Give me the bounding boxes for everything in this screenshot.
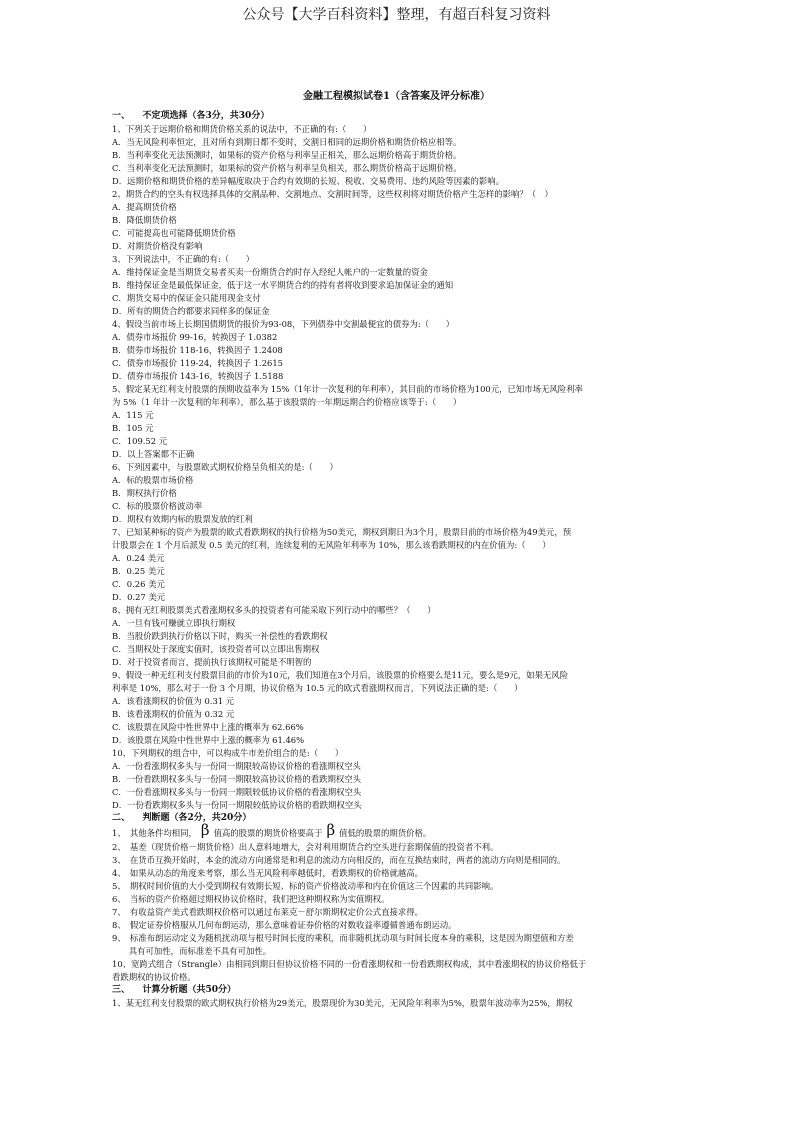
question-line: A．当无风险利率恒定，且对所有到期日都不变时，交割日相同的远期价格和期货价格应相等。 — [112, 137, 462, 147]
question-line: B．债券市场报价 118-16，转换因子 1.2408 — [112, 345, 283, 355]
question-line: 利率是 10%，那么对于一份 3 个月期，协议价格为 10.5 元的欧式看涨期权而言，下列说法正确的是:（ ） — [112, 683, 523, 693]
question-line: A．该看涨期权的价值为 0.31 元 — [112, 696, 235, 706]
question-line: C．标的股票价格波动率 — [112, 501, 203, 511]
question-line: D．债券市场报价 143-16，转换因子 1.5188 — [112, 371, 284, 381]
page-title: 金融工程模拟试卷1（含答案及评分标准） — [303, 91, 490, 102]
question-line: B．降低期货价格 — [112, 215, 177, 225]
calc-line: 1、某无红利支付股票的欧式期权执行价格为29美元，股票现价为30美元，无风险年利率为5%，股票年波动率为25%，期权 — [112, 998, 573, 1008]
question-line: 3、下列说法中，不正确的有:（ ） — [112, 254, 255, 264]
judge-line: 2、 基差（现货价格－期货价格）出人意料地增大，会对利用期货合约空头进行套期保值的投资者不利。 — [112, 842, 499, 852]
question-line: D．对于投资者而言，提前执行该期权可能是不明智的 — [112, 657, 312, 667]
question-line: A．标的股票市场价格 — [112, 475, 194, 485]
question-line: A．债券市场报价 99-16，转换因子 1.0382 — [112, 332, 278, 342]
question-line: C．当利率变化无法预测时，如果标的资产价格与利率呈负相关，那么期货价格高于远期价格。 — [112, 163, 462, 173]
question-line: D．以上答案都不正确 — [112, 449, 195, 459]
question-line: D．期权有效期内标的股票发放的红利 — [112, 514, 253, 524]
judge-line: 8、 假定证券价格服从几何布朗运动，那么意味着证券价格的对数收益率遵循普通布朗运动。 — [112, 920, 457, 930]
question-line: 7、已知某种标的资产为股票的欧式看跌期权的执行价格为50美元，期权到期日为3个月，股票目前的市场价格为49美元，预 — [112, 527, 572, 537]
judge-line: 5、 期权时间价值的大小受到期权有效期长短、标的资产价格波动率和内在价值这三个因素的共同影响。 — [112, 881, 499, 891]
question-line: C．该股票在风险中性世界中上涨的概率为 62.66% — [112, 722, 304, 732]
question-line: 2、期货合约的空头有权选择具体的交割品种、交割地点、交割时间等，这些权利将对期货价格产生怎样的影响？（ ） — [112, 189, 553, 199]
question-line: 10、下列期权的组合中，可以构成牛市差价组合的是:（ ） — [112, 748, 344, 758]
question-line: C．当期权处于深度实值时，该投资者可以立即出售期权 — [112, 644, 320, 654]
beta-symbol: β — [326, 821, 336, 839]
question-line: B．105 元 — [112, 423, 154, 433]
question-line: C．0.26 美元 — [112, 579, 165, 589]
beta-symbol: β — [200, 821, 210, 839]
question-line: B．当股价跌到执行价格以下时，购买一补偿性的看跌期权 — [112, 631, 328, 641]
question-line: A．一旦有钱可赚就立即执行期权 — [112, 618, 236, 628]
question-line: D．远期价格和期货价格的差异幅度取决于合约有效期的长短、税收、交易费用、违约风险等因素的影响。 — [112, 176, 504, 186]
question-line: C．期货交易中的保证金只能用现金支付 — [112, 293, 261, 303]
question-line: 计股票会在 1 个月后派发 0.5 美元的红利，连续复利的无风险年利率为 10%，那么该看跌期权的内在价值为:（ ） — [112, 540, 551, 550]
question-line: B．期权执行价格 — [112, 488, 177, 498]
exam-content — [112, 110, 684, 1010]
section-true-false — [112, 812, 684, 984]
question-line: A．115 元 — [112, 410, 154, 420]
question-line: 为 5%（1 年计一次复利的年利率），那么基于该股票的一年期远期合约价格应该等于:（ ） — [112, 397, 462, 407]
question-line: A．0.24 美元 — [112, 553, 165, 563]
question-line: B．该看涨期权的价值为 0.32 元 — [112, 709, 235, 719]
calc-lines — [112, 997, 684, 1010]
judge-line: 具有可加性，而标准差不具有可加性。 — [112, 946, 272, 956]
question-line: D．对期货价格没有影响 — [112, 241, 203, 251]
section-heading: 一、 不定项选择（各3分，共30分） — [112, 111, 270, 121]
judge-line: 10、宽跨式组合（Strangle）由相同到期日但协议价格不同的一份看涨期权和一份看跌期权构成，其中看涨期权的协议价格低于 — [112, 959, 587, 969]
question-line: B．一份看跌期权多头与一份同一期限较高协议价格的看跌期权空头 — [112, 774, 362, 784]
question-line: 8、拥有无红利股票美式看涨期权多头的投资者有可能采取下列行动中的哪些？（ ） — [112, 605, 436, 615]
question-line: 1、下列关于远期价格和期货价格关系的说法中，不正确的有:（ ） — [112, 124, 372, 134]
section-multiple-choice — [112, 110, 684, 812]
question-line: B．0.25 美元 — [112, 566, 165, 576]
judge-line: 4、 如果从动态的角度来考察，那么当无风险利率越低时，看跌期权的价格就越高。 — [112, 868, 424, 878]
question-line: D．一份看跌期权多头与一份同一期限较低协议价格的看跌期权空头 — [112, 800, 362, 810]
judge-line: 7、 有收益资产美式看跌期权价格可以通过布莱克－舒尔斯期权定价公式直接求得。 — [112, 907, 424, 917]
judge-line: 看跌期权的协议价格。 — [112, 972, 196, 982]
judge-line: 6、 当标的资产价格超过期权协议价格时，我们把这种期权称为实值期权。 — [112, 894, 390, 904]
question-line: D．该股票在风险中性世界中上涨的概率为 61.46% — [112, 735, 305, 745]
question-line: C．109.52 元 — [112, 436, 168, 446]
page-header: 公众号【大学百科资料】整理，有超百科复习资料 — [242, 7, 551, 23]
question-line: D．所有的期货合约都要求同样多的保证金 — [112, 306, 270, 316]
question-line: C．一份看涨期权多头与一份同一期限较低协议价格的看涨期权空头 — [112, 787, 362, 797]
judge-line: 9、 标准布朗运动定义为随机扰动项与根号时间长度的乘积，而非随机扰动项与时间长度本身的乘积，这是因为期望值和方差 — [112, 933, 574, 943]
section-heading: 三、 计算分析题（共50分） — [112, 985, 237, 995]
question-line: A．提高期货价格 — [112, 202, 177, 212]
question-line: B．维持保证金是最低保证金，低于这一水平期货合约的持有者将收到要求追加保证金的通知 — [112, 280, 454, 290]
question-line: 6、下列因素中，与股票欧式期权价格呈负相关的是:（ ） — [112, 462, 338, 472]
section-calculation — [112, 984, 684, 1010]
question-line: 9、假设一种无红利支付股票目前的市价为10元，我们知道在3个月后，该股票的价格要么是11元，要么是9元，如果无风险 — [112, 670, 569, 680]
question-line: C．债券市场报价 119-24，转换因子 1.2615 — [112, 358, 284, 368]
judge-lines — [112, 841, 684, 984]
question-line: C．可能提高也可能降低期货价格 — [112, 228, 236, 238]
question-line: 5、假定某无红利支付股票的预期收益率为 15%（1年计一次复利的年利率），其目前的市场价格为100元，已知市场无风险利率 — [112, 384, 583, 394]
question-line: A．维持保证金是当期货交易者买卖一份期货合约时存入经纪人帐户的一定数量的资金 — [112, 267, 428, 277]
question-line: D．0.27 美元 — [112, 592, 166, 602]
question-line: 4、假设当前市场上长期国债期货的报价为93-08，下列债券中交割最便宜的债券为:（ ） — [112, 319, 455, 329]
judge-line: 3、 在货币互换开始时，本金的流动方向通常是和利息的流动方向相反的，而在互换结束时，两者的流动方向则是相同的。 — [112, 855, 566, 865]
section-heading: 二、 判断题（各2分，共20分） — [112, 813, 252, 823]
question-line: B．当利率变化无法预测时，如果标的资产价格与利率呈正相关，那么远期价格高于期货价格。 — [112, 150, 462, 160]
question-line: A．一份看涨期权多头与一份同一期限较高协议价格的看涨期权空头 — [112, 761, 361, 771]
judge-question-1: 1、 其他条件均相同， β 值高的股票的期货价格要高于 β 值低的股票的期货价格。 — [112, 821, 432, 839]
